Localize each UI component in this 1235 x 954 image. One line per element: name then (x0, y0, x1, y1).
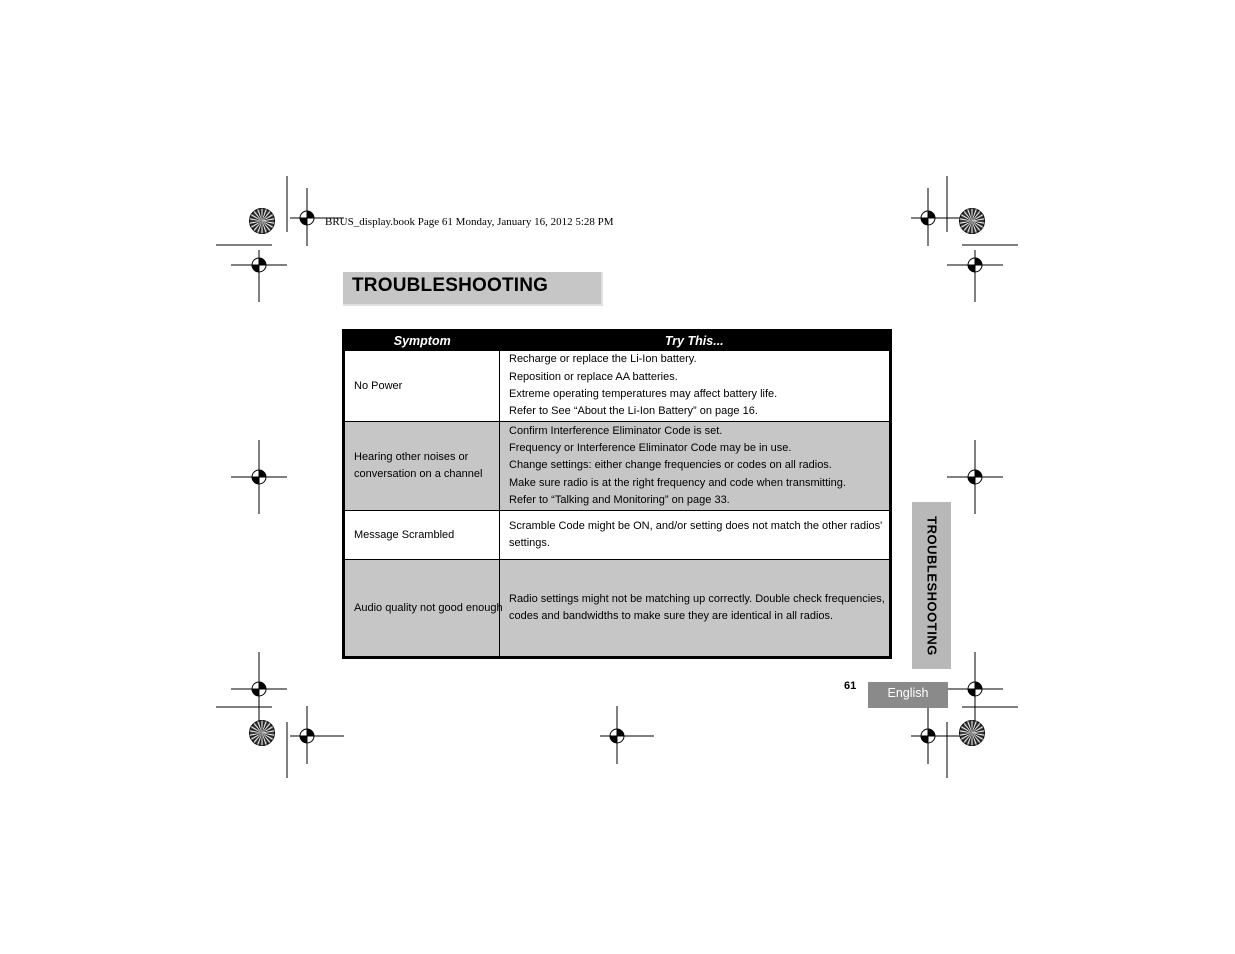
table-row (344, 422, 891, 511)
header-try-this: Try This... (500, 331, 891, 351)
fix-line: Change settings: either change frequencies or codes on all radios. (509, 459, 832, 472)
symptom-cell: Message Scrambled (344, 511, 500, 560)
symptom-cell: Hearing other noises or conversation on a channel (344, 422, 500, 511)
registration-mark-icon (917, 725, 939, 747)
header-symptom: Symptom (344, 331, 500, 351)
fix-line: Confirm Interference Eliminator Code is set. (509, 424, 723, 437)
symptom-cell: Audio quality not good enough (344, 560, 500, 658)
fix-line: Radio settings might not be matching up correctly. Double check frequencies, (509, 592, 885, 605)
symptom-cell: No Power (344, 351, 500, 422)
page-title-box (343, 272, 603, 306)
fix-line: Recharge or replace the Li-Ion battery. (509, 353, 697, 366)
page-number: 61 (844, 680, 857, 692)
registration-mark-icon (964, 678, 986, 700)
troubleshooting-table (342, 329, 892, 659)
table-row (344, 560, 891, 658)
registration-mark-icon (917, 207, 939, 229)
starburst-mark-icon (960, 209, 985, 234)
fix-cell (500, 511, 891, 560)
fix-line: codes and bandwidths to make sure they are identical in all radios. (509, 610, 834, 622)
table-row (344, 511, 891, 560)
fix-line: Make sure radio is at the right frequency and code when transmitting. (509, 476, 846, 489)
registration-mark-icon (964, 254, 986, 276)
fix-line: Frequency or Interference Eliminator Code may be in use. (509, 442, 792, 455)
print-header-line: BRUS_display.book Page 61 Monday, January 16, 2012 5:28 PM (325, 216, 614, 228)
registration-mark-icon (964, 466, 986, 488)
registration-mark-icon (248, 678, 270, 700)
fix-line: Refer to “Talking and Monitoring” on page 33. (509, 493, 730, 506)
registration-mark-icon (296, 725, 318, 747)
fix-line: Scramble Code might be ON, and/or setting does not match the other radios' (509, 519, 883, 532)
registration-mark-icon (248, 254, 270, 276)
starburst-mark-icon (250, 721, 275, 746)
fix-cell (500, 351, 891, 422)
table-row (344, 351, 891, 422)
starburst-mark-icon (250, 209, 275, 234)
page-title: TROUBLESHOOTING (352, 275, 549, 296)
fix-line: Extreme operating temperatures may affect battery life. (509, 388, 778, 400)
fix-cell (500, 560, 891, 658)
language-tab: English (868, 682, 948, 708)
registration-mark-icon (248, 466, 270, 488)
fix-line: Refer to See “About the Li-Ion Battery” on page 16. (509, 405, 758, 418)
starburst-mark-icon (960, 721, 985, 746)
registration-mark-icon (606, 725, 628, 747)
fix-line: Reposition or replace AA batteries. (509, 370, 678, 383)
side-tab-label: TROUBLESHOOTING (924, 515, 939, 656)
fix-line: settings. (509, 537, 550, 549)
fix-cell (500, 422, 891, 511)
registration-mark-icon (296, 207, 318, 229)
side-section-tab (912, 502, 951, 669)
table-header-row (344, 331, 891, 351)
